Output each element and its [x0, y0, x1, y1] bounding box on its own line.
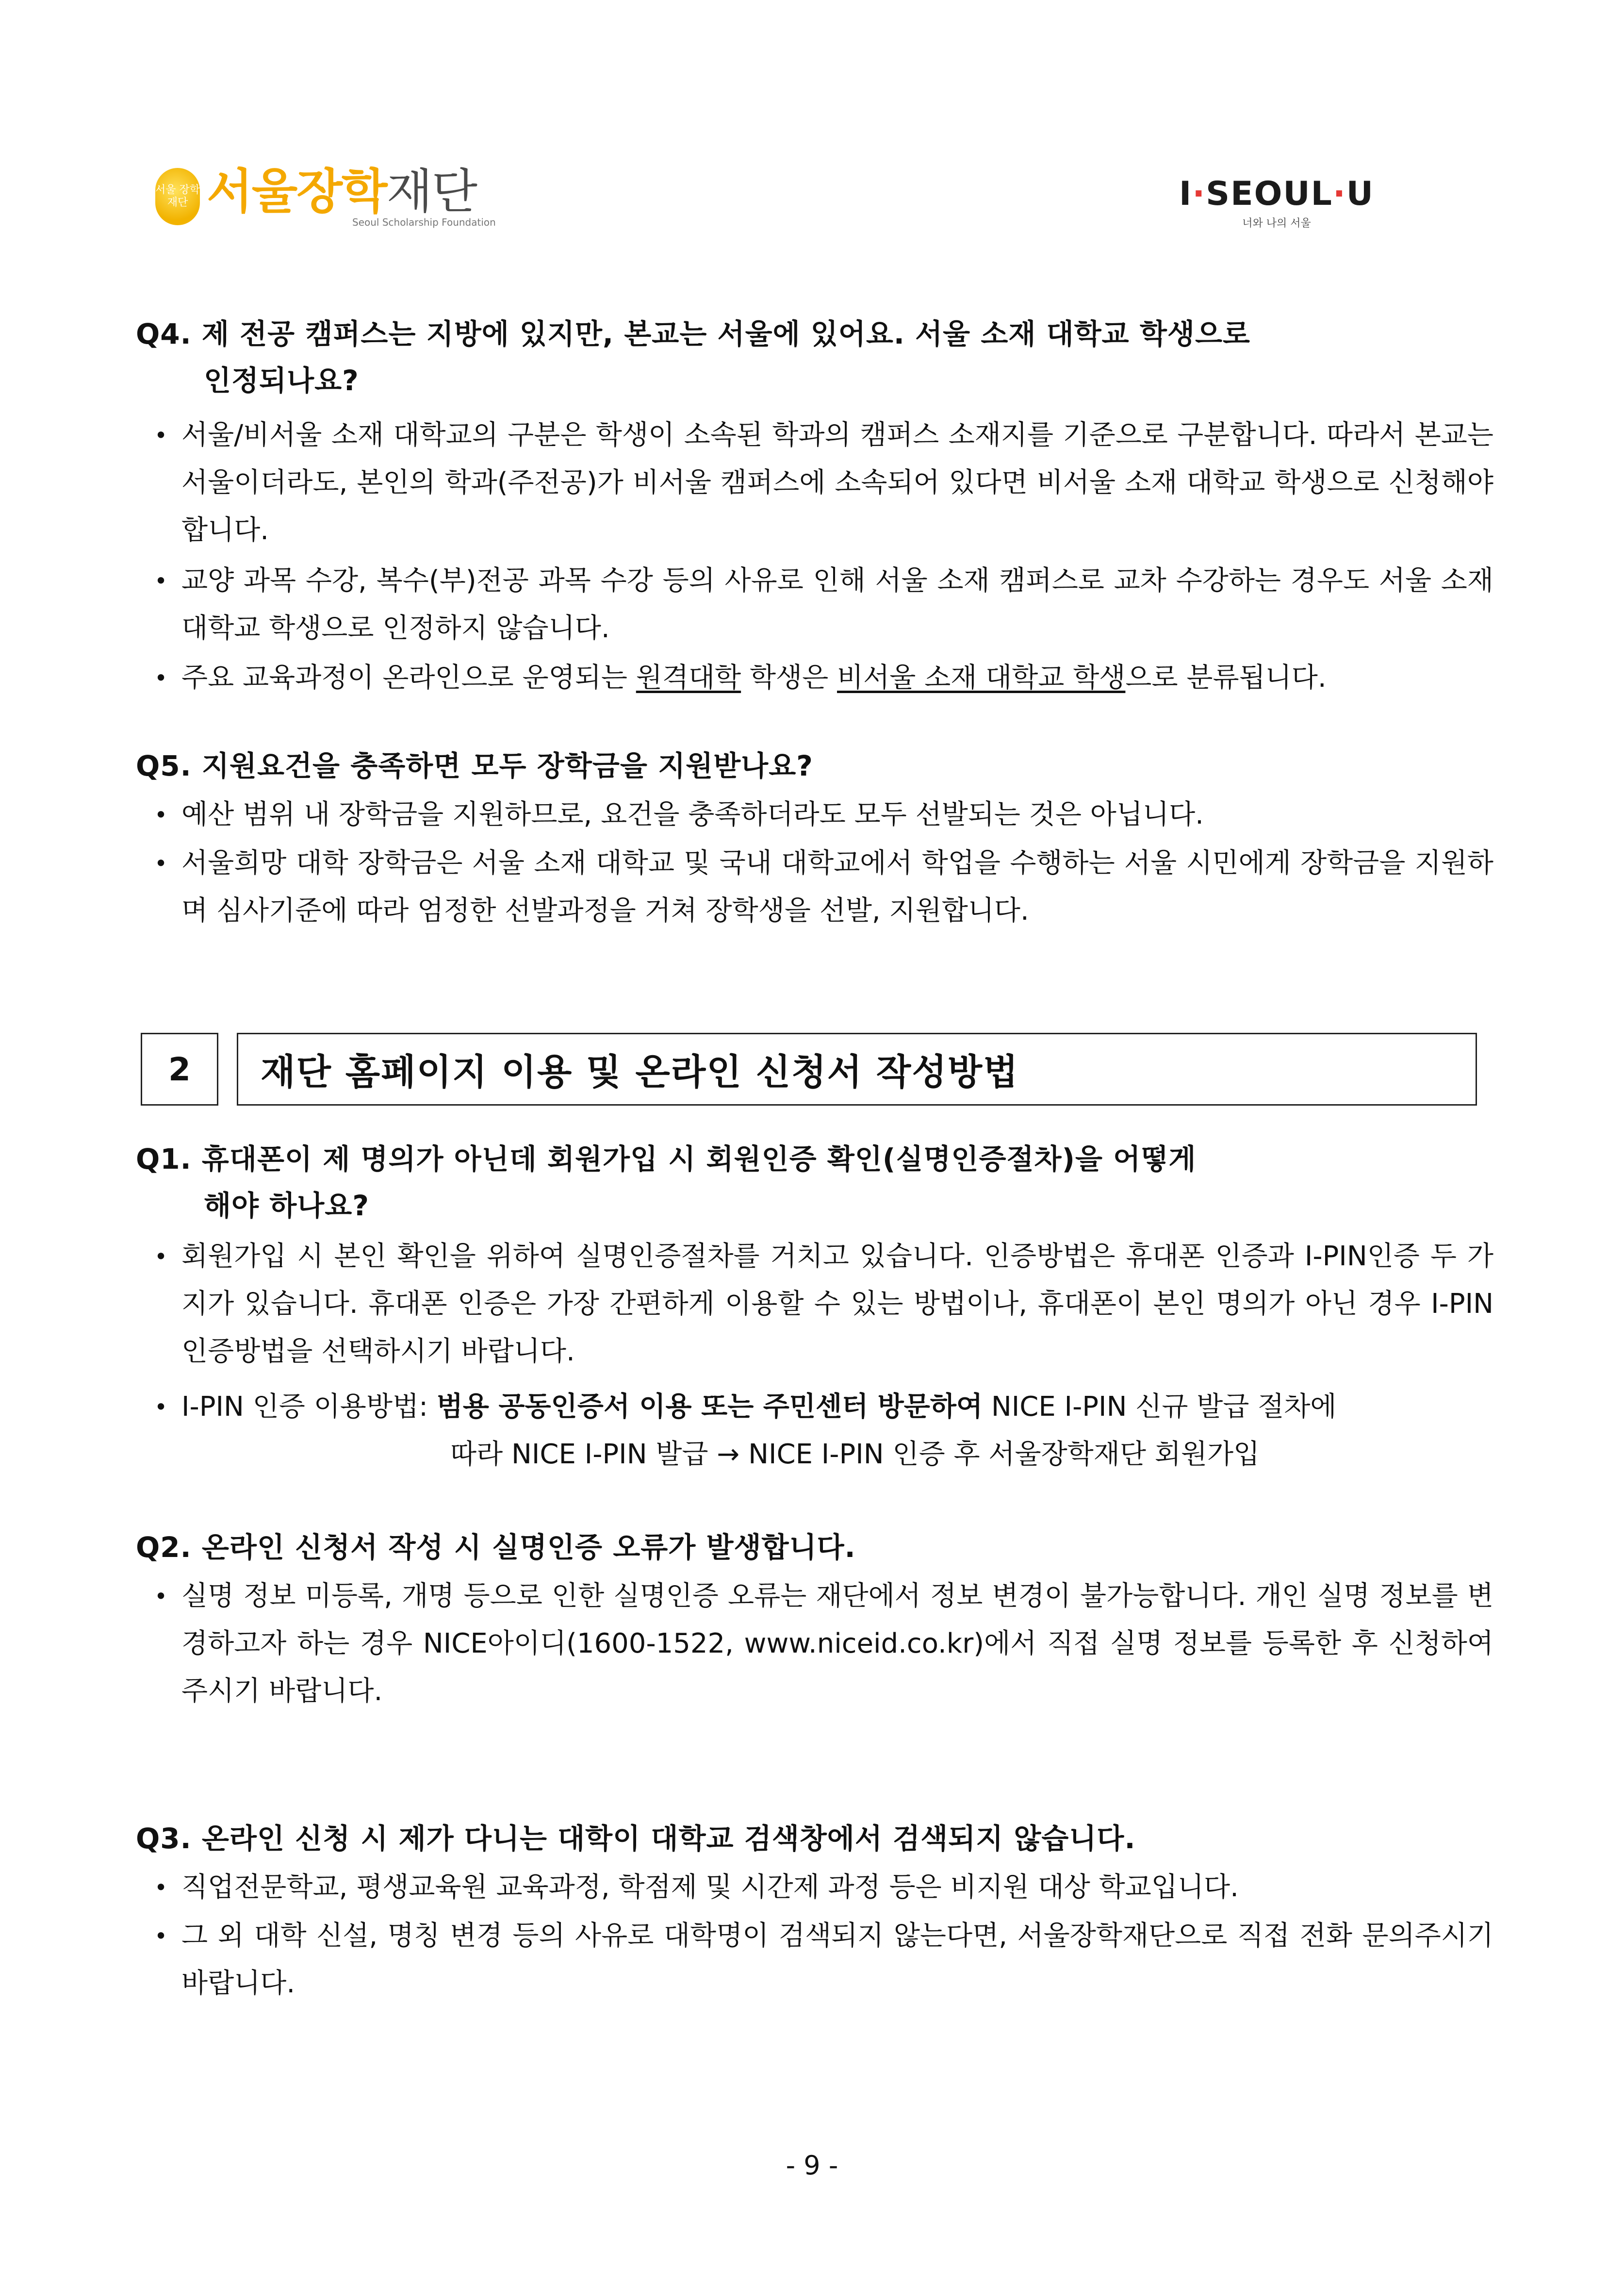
q5-bullet-2: • 서울희망 대학 장학금은 서울 소재 대학교 및 국내 대학교에서 학업을 수행하는 서울 시민에게 장학금을 지원하며 심사기준에 따라 엄정한 선발과정을 거쳐 장학생을 선발, 지원합니다. — [154, 840, 1493, 935]
q5-title: Q5. 지원요건을 충족하면 모두 장학금을 지원받나요? — [136, 749, 813, 782]
bullet-icon: • — [154, 1394, 168, 1420]
s2-q3-title: Q3. 온라인 신청 시 제가 다니는 대학이 대학교 검색창에서 검색되지 않습니다. — [136, 1822, 1136, 1855]
bullet-icon: • — [154, 802, 168, 828]
s2-q3-bullet-1: • 직업전문학교, 평생교육원 교육과정, 학점제 및 시간제 과정 등은 비지원 대상 학교입니다. — [154, 1864, 1493, 1911]
s2-q1-title: Q1. 휴대폰이 제 명의가 아닌데 회원가입 시 회원인증 확인(실명인증절차)을 어떻게 해야 하나요? — [136, 1142, 1197, 1222]
page-number: - 9 - — [786, 2150, 838, 2181]
q4-bullet-3: • 주요 교육과정이 온라인으로 운영되는 원격대학 학생은 비서울 소재 대학교 학생으로 분류됩니다. — [154, 654, 1493, 702]
i-seoul-u-wordmark: I·SEOUL·U — [1179, 175, 1374, 213]
q5-bullet-1: • 예산 범위 내 장학금을 지원하므로, 요건을 충족하더라도 모두 선발되는 것은 아닙니다. — [154, 791, 1493, 839]
s2-q2-bullet: • 실명 정보 미등록, 개명 등으로 인한 실명인증 오류는 재단에서 정보 변경이 불가능합니다. 개인 실명 정보를 변경하고자 하는 경우 NICE아이디(1600-1522, www.niceid.co.kr)에서 직접 실명 정보를 등록한 후 신청하여 주시기 바랍니다. — [154, 1573, 1493, 1715]
bullet-icon: • — [154, 665, 168, 691]
logo-wordmark: 서울장학재단 — [207, 164, 477, 219]
section-title: 재단 홈페이지 이용 및 온라인 신청서 작성방법 — [237, 1033, 1477, 1106]
s2-q2-title: Q2. 온라인 신청서 작성 시 실명인증 오류가 발생합니다. — [136, 1531, 856, 1564]
s2-q1-bullet-1: • 회원가입 시 본인 확인을 위하여 실명인증절차를 거치고 있습니다. 인증방법은 휴대폰 인증과 I-PIN인증 두 가지가 있습니다. 휴대폰 인증은 가장 간편하게 이용할 수 있는 방법이나, 휴대폰이 본인 명의가 아닌 경우 I-PIN 인증방법을 선택하시기 바랍니다. — [154, 1233, 1493, 1375]
bullet-icon: • — [154, 568, 168, 594]
section-number: 2 — [141, 1033, 218, 1106]
i-seoul-u-logo — [1179, 175, 1374, 230]
q4-title: Q4. 제 전공 캠퍼스는 지방에 있지만, 본교는 서울에 있어요. 서울 소재 대학교 학생으로 인정되나요? — [136, 317, 1251, 397]
s2-q1-bullet-2: • I-PIN 인증 이용방법: 범용 공동인증서 이용 또는 주민센터 방문하여 NICE I-PIN 신규 발급 절차에 따라 NICE I-PIN 발급 → NICE I-PIN 인증 후 서울장학재단 회원가입 — [154, 1383, 1493, 1478]
q4-bullet-2: • 교양 과목 수강, 복수(부)전공 과목 수강 등의 사유로 인해 서울 소재 캠퍼스로 교차 수강하는 경우도 서울 소재 대학교 학생으로 인정하지 않습니다. — [154, 557, 1493, 652]
seoul-scholarship-logo — [155, 165, 496, 228]
bullet-icon: • — [154, 1923, 168, 1949]
bullet-icon: • — [154, 1874, 168, 1901]
i-seoul-u-subtitle: 너와 나의 서울 — [1242, 217, 1311, 230]
q4-bullet-1: • 서울/비서울 소재 대학교의 구분은 학생이 소속된 학과의 캠퍼스 소재지를 기준으로 구분합니다. 따라서 본교는 서울이더라도, 본인의 학과(주전공)가 비서울 캠퍼스에 소속되어 있다면 비서울 소재 대학교 학생으로 신청해야 합니다. — [154, 412, 1493, 554]
logo-subtitle: Seoul Scholarship Foundation — [352, 216, 496, 228]
seal-icon: 서울 장학 재단 — [155, 168, 200, 225]
bullet-icon: • — [154, 1243, 168, 1270]
bullet-icon: • — [154, 1583, 168, 1609]
bullet-icon: • — [154, 850, 168, 877]
s2-q3-bullet-2: • 그 외 대학 신설, 명칭 변경 등의 사유로 대학명이 검색되지 않는다면, 서울장학재단으로 직접 전화 문의주시기 바랍니다. — [154, 1912, 1493, 2007]
bullet-icon: • — [154, 422, 168, 448]
